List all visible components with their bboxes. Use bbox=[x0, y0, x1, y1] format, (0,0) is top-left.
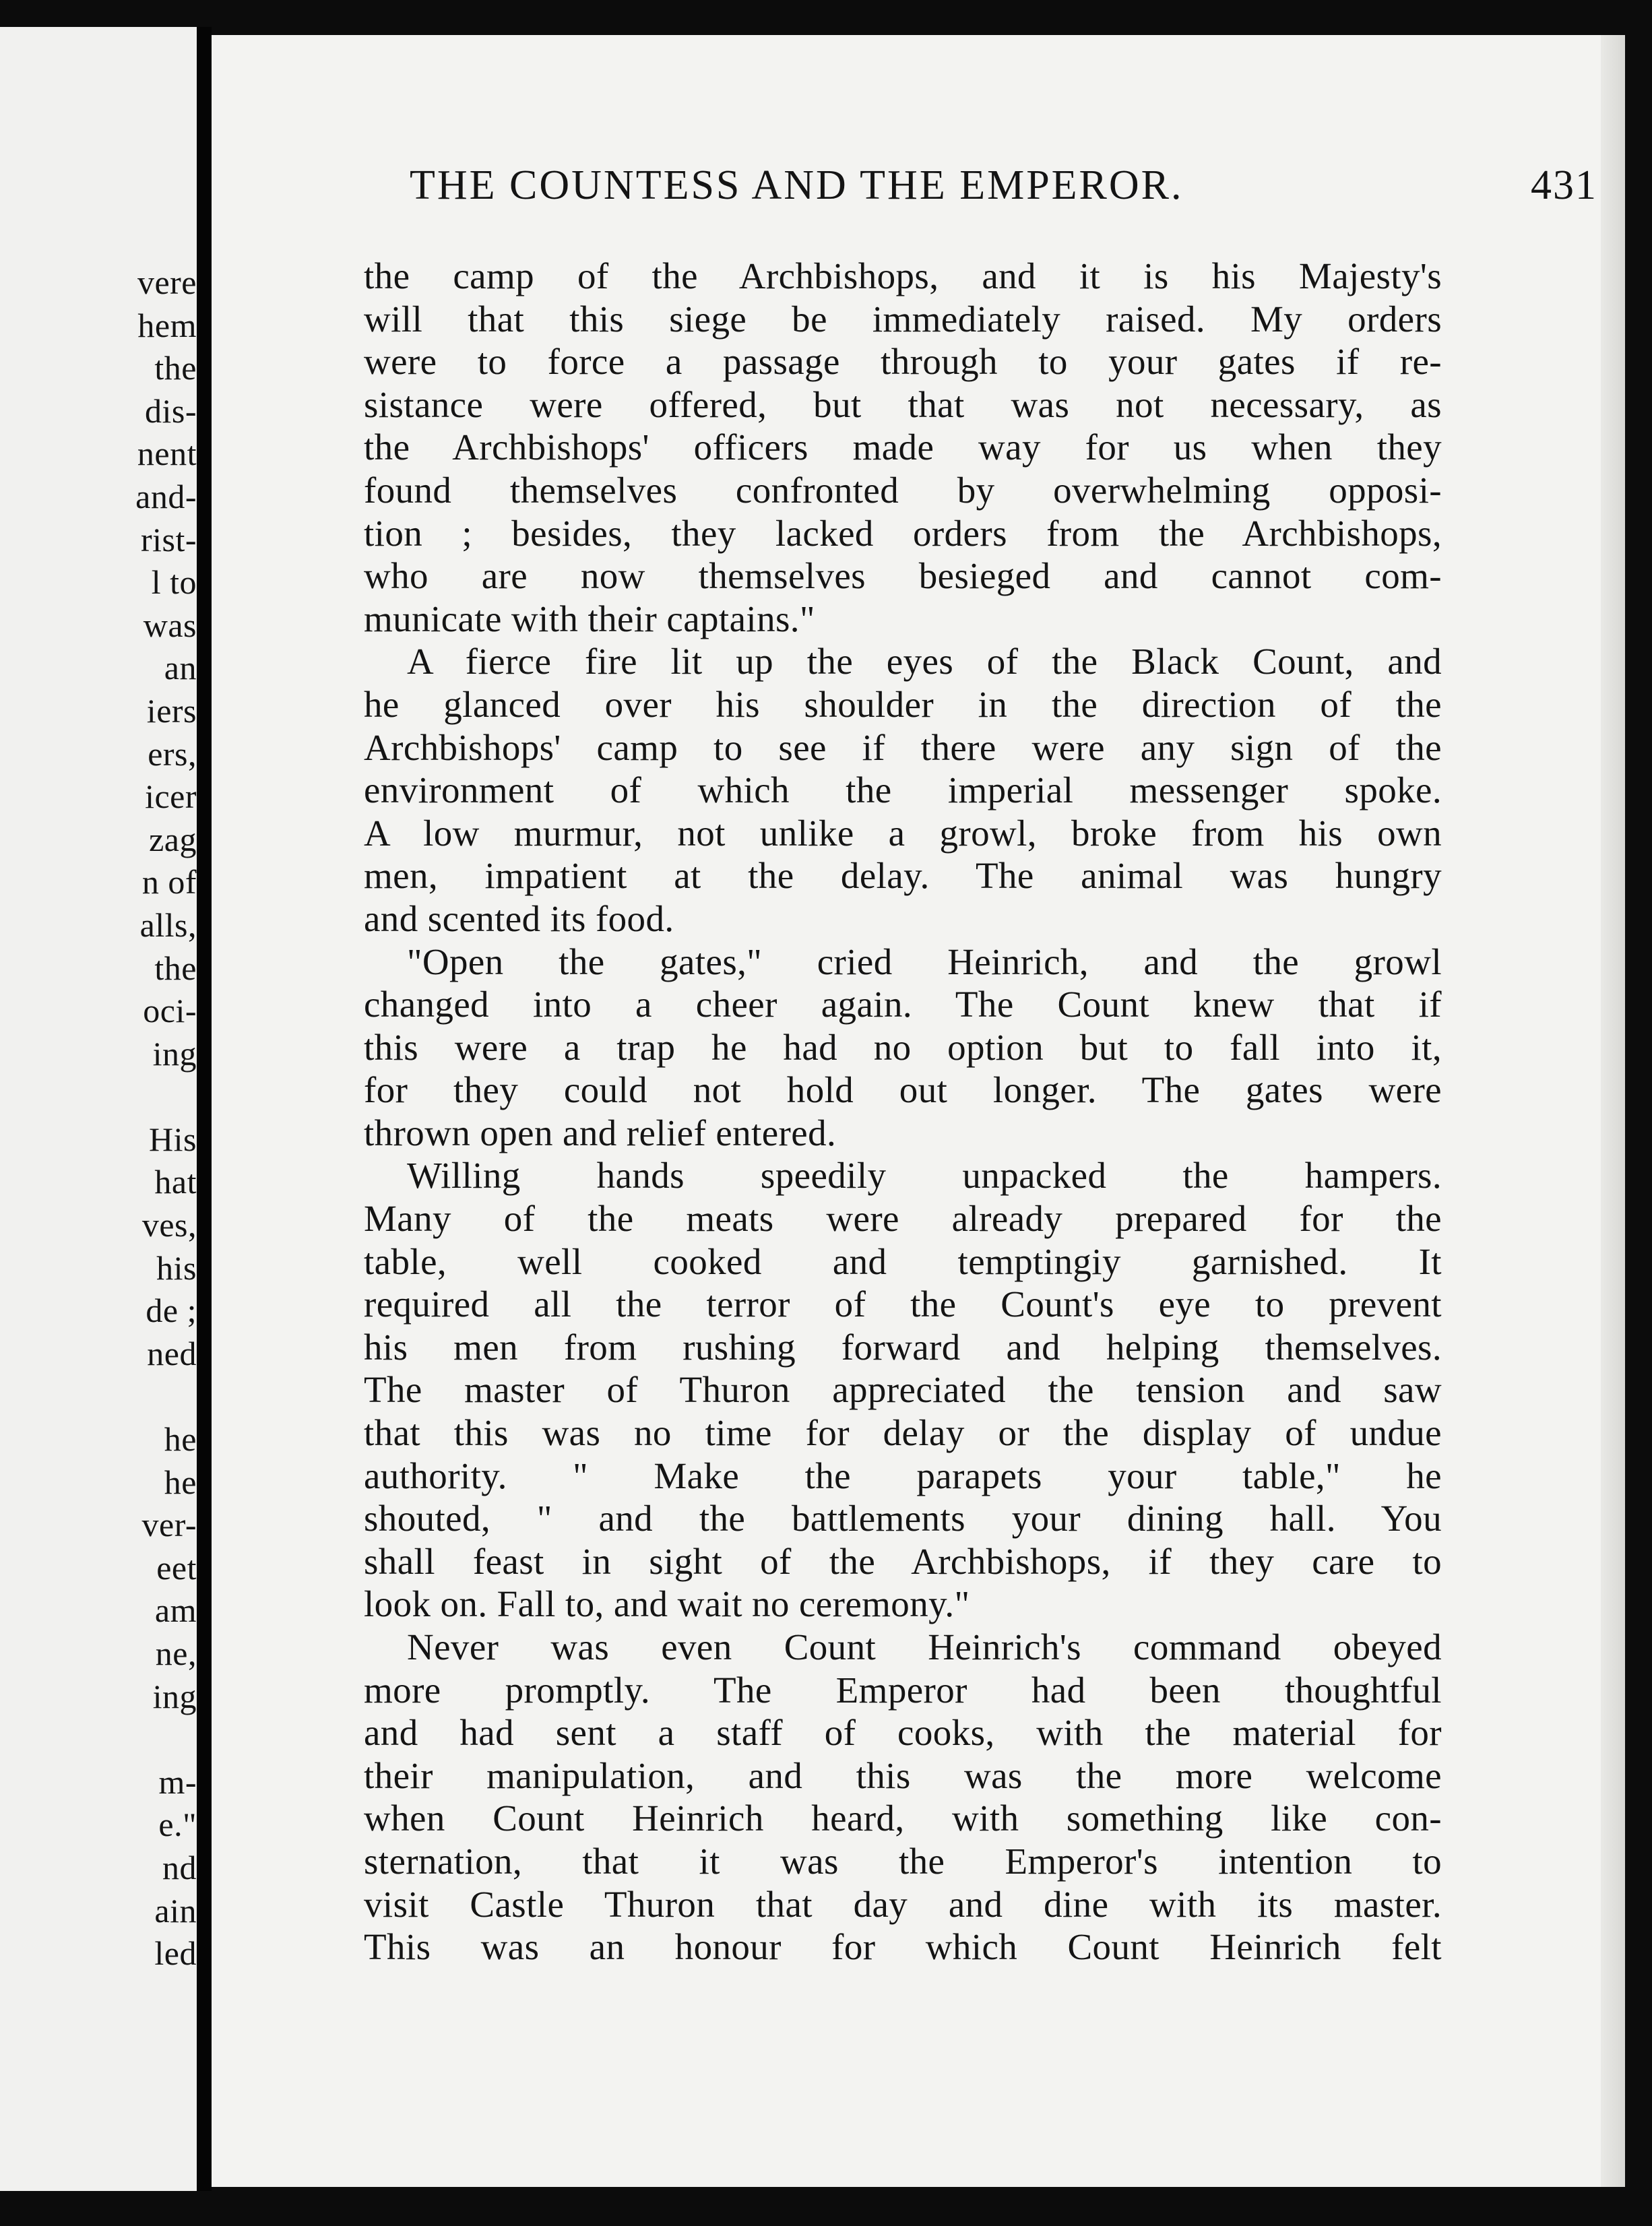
left-fragment-line: ned bbox=[147, 1334, 197, 1372]
text-line: and had sent a staff of cooks, with the material for bbox=[364, 1712, 1442, 1754]
left-fragment-line: nd bbox=[162, 1848, 197, 1886]
left-fragment-line bbox=[8, 1375, 197, 1418]
text-line: this were a trap he had no option but to fall into it, bbox=[364, 1026, 1442, 1068]
text-line: visit Castle Thuron that day and dine with its master. bbox=[364, 1883, 1442, 1925]
left-fragment-line: his bbox=[156, 1248, 197, 1287]
left-fragment-line: rist- bbox=[140, 520, 197, 559]
left-fragment-line bbox=[8, 1075, 197, 1118]
text-line: thrown open and relief entered. bbox=[364, 1112, 837, 1153]
page-number: 431 bbox=[1531, 162, 1597, 208]
left-fragment-line: alls, bbox=[139, 905, 197, 944]
text-line: were to force a passage through to your gates if re- bbox=[364, 341, 1442, 383]
text-line: shouted, " and the battlements your dining hall. You bbox=[364, 1498, 1442, 1539]
text-line: he glanced over his shoulder in the direction of the bbox=[364, 683, 1442, 725]
text-line: The master of Thuron appreciated the tension and saw bbox=[364, 1369, 1442, 1411]
text-line: This was an honour for which Count Heinrich felt bbox=[364, 1926, 1442, 1968]
left-fragment-line: ing bbox=[152, 1677, 197, 1715]
left-fragment-line: zag bbox=[149, 820, 197, 858]
text-line: changed into a cheer again. The Count knew that if bbox=[364, 984, 1442, 1025]
text-line: the Archbishops' officers made way for us when they bbox=[364, 426, 1442, 468]
body-text bbox=[364, 255, 1442, 1969]
text-line: authority. " Make the parapets your table," he bbox=[364, 1455, 1442, 1496]
left-fragment-line: His bbox=[149, 1120, 197, 1158]
left-fragment-line: iers bbox=[146, 691, 197, 730]
left-fragment-line: hat bbox=[154, 1163, 197, 1201]
left-fragment-line bbox=[8, 1718, 197, 1761]
text-line: table, well cooked and temptingiy garnished. It bbox=[364, 1240, 1442, 1282]
text-line: more promptly. The Emperor had been thoughtful bbox=[364, 1669, 1442, 1711]
text-line: Archbishops' camp to see if there were any sign of the bbox=[364, 726, 1442, 768]
text-line: municate with their captains." bbox=[364, 598, 815, 639]
left-fragment-line: oci- bbox=[143, 992, 197, 1030]
left-fragment-line: de ; bbox=[146, 1292, 197, 1330]
text-line: shall feast in sight of the Archbishops, if they care to bbox=[364, 1540, 1442, 1582]
text-line: Never was even Count Heinrich's command obeyed bbox=[407, 1626, 1442, 1667]
right-page bbox=[212, 35, 1625, 2187]
text-line: A low murmur, not unlike a growl, broke from his own bbox=[364, 812, 1442, 854]
left-fragment-line: am bbox=[154, 1591, 197, 1630]
left-fragment-line: nent bbox=[137, 435, 197, 473]
left-fragment-line: eet bbox=[156, 1548, 197, 1587]
text-line: and scented its food. bbox=[364, 897, 674, 939]
left-fragment-line: an bbox=[164, 649, 197, 687]
running-head bbox=[410, 162, 1622, 222]
left-fragment-line: ves, bbox=[141, 1206, 197, 1244]
left-fragment-line: l to bbox=[151, 563, 197, 602]
left-fragment-line: ing bbox=[152, 1034, 197, 1073]
book-gutter bbox=[197, 27, 212, 2191]
text-line: A fierce fire lit up the eyes of the Black Count, and bbox=[407, 641, 1442, 682]
left-fragment-line: the bbox=[154, 349, 197, 387]
text-line: that this was no time for delay or the display of undue bbox=[364, 1412, 1442, 1454]
text-line: the camp of the Archbishops, and it is his Majesty's bbox=[364, 255, 1442, 296]
left-fragment-line: m- bbox=[158, 1762, 197, 1801]
left-fragment-line: dis- bbox=[145, 391, 197, 430]
left-fragment-line: ne, bbox=[155, 1634, 197, 1672]
text-line: "Open the gates," cried Heinrich, and the growl bbox=[407, 941, 1442, 982]
left-fragment-line: n of bbox=[141, 863, 197, 901]
text-line: who are now themselves besieged and cannot com- bbox=[364, 555, 1442, 597]
left-fragment-line: was bbox=[143, 606, 197, 644]
text-line: sternation, that it was the Emperor's intention to bbox=[364, 1840, 1442, 1882]
page-edge bbox=[1601, 35, 1625, 2187]
text-line: Willing hands speedily unpacked the hampers. bbox=[407, 1155, 1442, 1197]
left-fragment-line: he bbox=[164, 1463, 197, 1501]
left-fragment-line: led bbox=[154, 1934, 197, 1973]
left-fragment-line: ver- bbox=[141, 1506, 197, 1544]
text-line: environment of which the imperial messenger spoke. bbox=[364, 769, 1442, 811]
text-line: his men from rushing forward and helping themselves. bbox=[364, 1326, 1442, 1368]
left-fragment-line: icer bbox=[145, 777, 197, 816]
text-line: men, impatient at the delay. The animal was hungry bbox=[364, 855, 1442, 897]
text-line: look on. Fall to, and wait no ceremony." bbox=[364, 1583, 970, 1625]
text-line: when Count Heinrich heard, with something like con- bbox=[364, 1798, 1442, 1839]
left-page-text-column bbox=[8, 261, 197, 1975]
left-fragment-line: hem bbox=[137, 306, 197, 344]
left-fragment-line: e." bbox=[158, 1806, 197, 1844]
text-line: will that this siege be immediately raised. My orders bbox=[364, 298, 1442, 340]
left-fragment-line: ain bbox=[154, 1891, 197, 1930]
left-fragment-line: he bbox=[164, 1420, 197, 1459]
text-line: found themselves confronted by overwhelming opposi- bbox=[364, 469, 1442, 511]
left-fragment-line: and- bbox=[135, 477, 197, 515]
text-line: required all the terror of the Count's eye to prevent bbox=[364, 1283, 1442, 1325]
text-line: Many of the meats were already prepared for the bbox=[364, 1198, 1442, 1240]
text-line: tion ; besides, they lacked orders from the Archbishops, bbox=[364, 512, 1442, 554]
running-title: THE COUNTESS AND THE EMPEROR. bbox=[410, 162, 1184, 208]
left-page-fragment bbox=[0, 27, 197, 2191]
left-fragment-line: the bbox=[154, 949, 197, 987]
text-line: sistance were offered, but that was not necessary, as bbox=[364, 383, 1442, 425]
left-fragment-line: ers, bbox=[148, 734, 197, 773]
text-line: for they could not hold out longer. The gates were bbox=[364, 1069, 1442, 1111]
text-line: their manipulation, and this was the more welcome bbox=[364, 1754, 1442, 1796]
left-fragment-line: vere bbox=[137, 263, 197, 301]
